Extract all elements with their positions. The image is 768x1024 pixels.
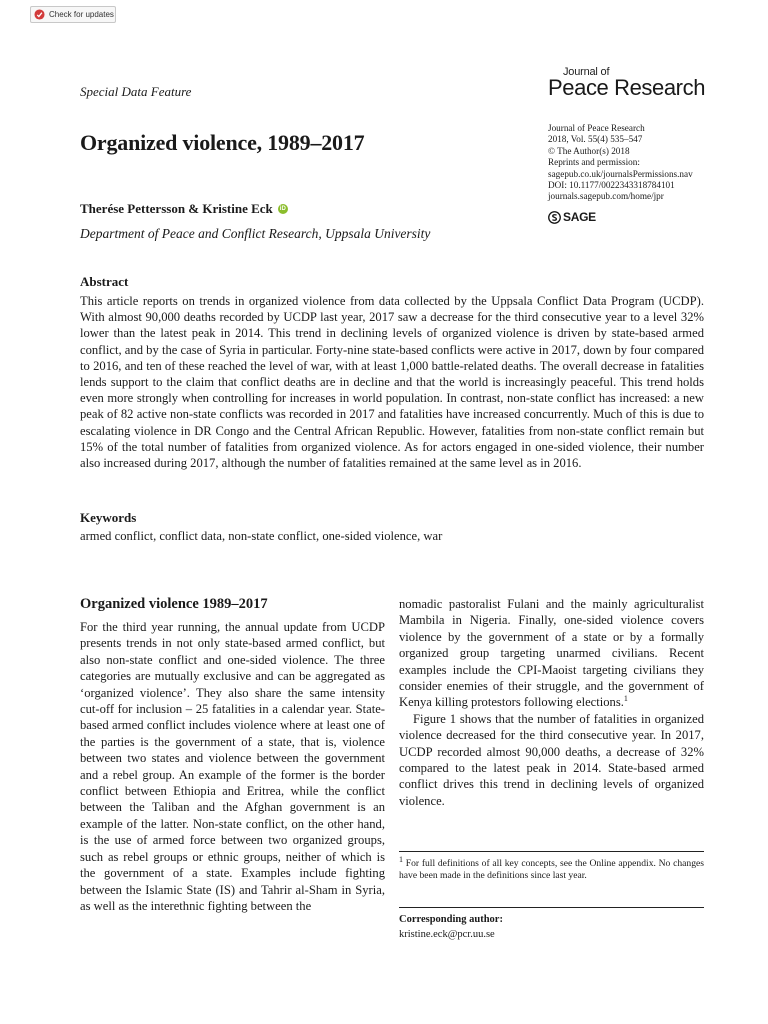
sage-s-icon <box>548 211 561 224</box>
journal-logo-big: Peace Research <box>548 75 706 100</box>
correspondence-divider <box>399 907 704 908</box>
check-for-updates-badge[interactable] <box>30 6 116 23</box>
body-column-left <box>80 619 385 914</box>
feature-label: Special Data Feature <box>80 84 192 99</box>
meta-line: Reprints and permission: <box>548 157 640 168</box>
publisher-logo <box>548 210 596 224</box>
check-for-updates-label: Check for updates <box>49 10 114 19</box>
meta-line[interactable]: sagepub.co.uk/journalsPermissions.nav <box>548 168 693 179</box>
meta-line: Journal of Peace Research <box>548 123 645 133</box>
section-heading: Organized violence 1989–2017 <box>80 596 268 612</box>
body-paragraph: For the third year running, the annual update from UCDP presents trends in not only state-based armed conflict, but also non-state conflict and one-sided violence. The three categories are mutually exclusive and can be aggregated as ‘organized violence’. They also share the same intensity cut-off for inclusion – 25 fatalities in a calendar year. State-based armed conflict includes violence where at least one of the parties is the government of a state, that is, violence between two states and violence between the government and a rebel group. An example of the former is the border conflict between Ethiopia and Eritrea, while the conflict between the Taliban and the Afghan government is an example of the latter. Non-state conflict, on the other hand, is the use of armed force between two organized groups, such as rebel groups or ethnic groups, neither of which is the government of a state. Examples include fighting between the Islamic State (IS) and Tahrir al-Sham in Syria, as well as the interethnic fighting between the <box>80 620 385 913</box>
body-paragraph: Figure 1 shows that the number of fatalities in organized violence decreased for the third consecutive year. In 2017, UCDP recorded almost 90,000 deaths, a decrease of 32% compared to the latest peak in 2014. State-based armed conflict drives this trend in declining levels of organized violence. <box>399 711 704 808</box>
meta-line[interactable]: journals.sagepub.com/home/jpr <box>548 191 664 202</box>
body-column-right <box>399 596 704 809</box>
authors: Therése Pettersson & Kristine Eck <box>80 201 273 216</box>
abstract-text: This article reports on trends in organized violence from data collected by the Uppsala Conflict Data Program (UCDP). With almost 90,000 deaths recorded by UCDP last year, 2017 saw a decrease for the third consecutive year to a level 32% lower than the latest peak in 2014. This trend in declining levels of organized violence is driven by state-based armed conflict, and by the case of Syria in particular. Forty-nine state-based conflicts were active in 2017, down by four compared to 2016, and ten of these reached the level of war, with at least 1,000 battle-related deaths. The overall decrease in fatalities lends support to the claim that conflict deaths are in decline and that the world is increasingly peaceful. This trend holds even more strongly when controlling for increases in world population. In contrast, non-state conflict has increased: a new peak of 82 active non-state conflicts was recorded in 2017 and fatalities have increased concurrently. Much of this is due to escalating violence in DR Congo and the Central African Republic. However, fatalities from non-state conflict remain but 15% of the total number of fatalities from organized violence. As for actors engaged in one-sided violence, their number also increased during 2017, although the number of fatalities remained at the same level as in 2016. <box>80 294 704 471</box>
footnote-text: For full definitions of all key concepts, see the Online appendix. No changes have been made in the definitions since last year. <box>399 858 704 882</box>
keywords-text: armed conflict, conflict data, non-state conflict, one-sided violence, war <box>80 529 443 543</box>
journal-logo <box>548 66 708 98</box>
author-line <box>80 201 288 217</box>
meta-line: 2018, Vol. 55(4) 535–547 <box>548 134 643 145</box>
correspondence-heading: Corresponding author: <box>399 914 503 925</box>
update-icon <box>34 9 45 20</box>
affiliation: Department of Peace and Conflict Research, Uppsala University <box>80 226 431 241</box>
footnote <box>399 854 704 883</box>
footnote-ref[interactable]: 1 <box>623 694 628 704</box>
body-paragraph <box>399 596 704 711</box>
body-paragraph-text: nomadic pastoralist Fulani and the mainly agriculturalist Mambila in Nigeria. Finally, one-sided violence covers violence by the government of a state or by a formally organized group targeting unarmed civilians. Recent examples include the CPI-Maoist targeting civilians they consider enemies of their struggle, and the government of Kenya killing protestors following elections. <box>399 597 704 710</box>
keywords-heading: Keywords <box>80 510 137 525</box>
meta-line: © The Author(s) 2018 <box>548 145 630 156</box>
publisher-name: SAGE <box>563 210 596 224</box>
abstract-heading: Abstract <box>80 274 129 289</box>
journal-meta <box>548 123 758 203</box>
correspondence-email[interactable]: kristine.eck@pcr.uu.se <box>399 929 495 940</box>
article-title: Organized violence, 1989–2017 <box>80 130 365 155</box>
meta-line[interactable]: DOI: 10.1177/0022343318784101 <box>548 180 675 191</box>
orcid-icon[interactable]: iD <box>279 206 286 212</box>
footnote-mark: 1 <box>399 854 403 864</box>
journal-logo-small: Journal of <box>563 66 610 78</box>
footnote-divider <box>399 851 704 852</box>
